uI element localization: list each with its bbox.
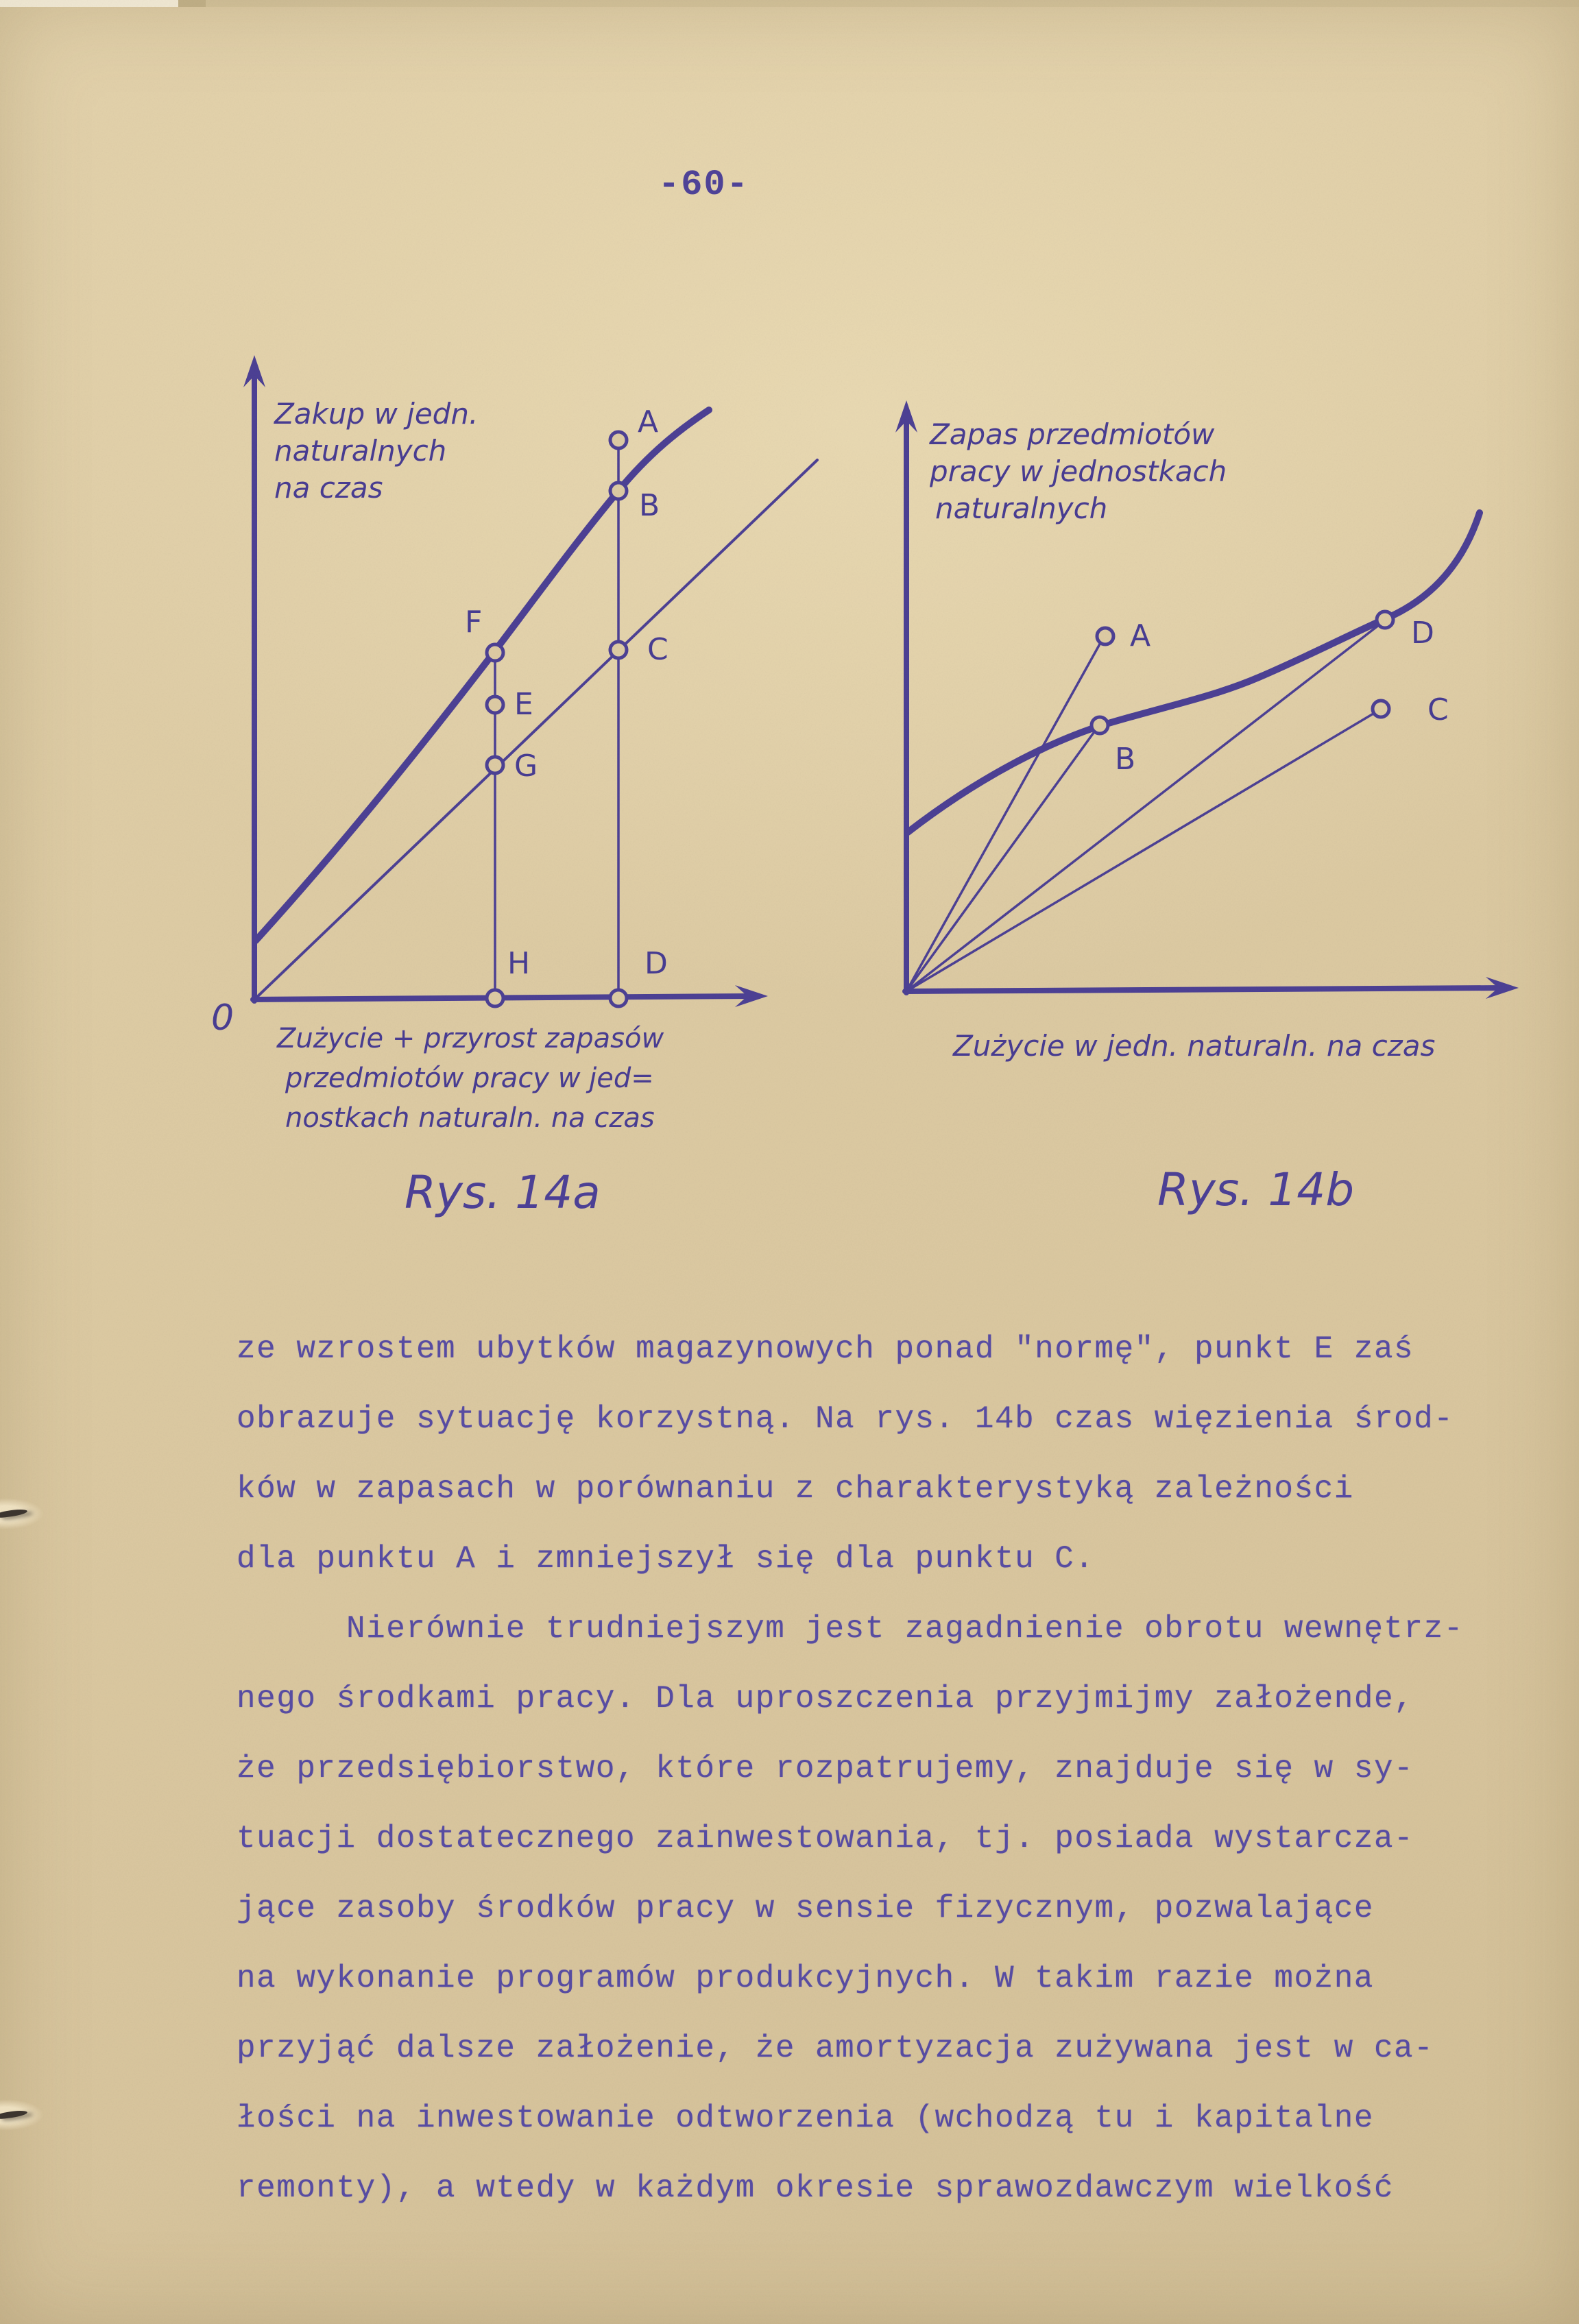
fig-a-label-C: C — [647, 632, 668, 667]
fig-a-label-D: D — [644, 946, 668, 981]
fig-b-label-A: A — [1130, 618, 1151, 653]
fig-a-label-A: A — [638, 404, 659, 439]
fig-a-x-label-line1: Zużycie + przyrost zapasów — [277, 1023, 664, 1054]
fig-a-point-E — [487, 697, 503, 713]
fig-a-label-E: E — [514, 687, 533, 722]
fig-a-label-G: G — [514, 749, 538, 784]
fig-b-caption: Rys. 14b — [1157, 1163, 1355, 1216]
body-line: łości na inwestowanie odtworzenia (wchodzą tu i kapitalne — [237, 2101, 1374, 2136]
fig-b-y-label-line2: pracy w jednostkach — [930, 455, 1227, 488]
fig-a-label-B: B — [639, 488, 660, 523]
fig-a-thin-ray — [254, 460, 817, 1000]
fig-b-point-B — [1092, 717, 1108, 734]
fig-a-x-label-line3: nostkach naturaln. na czas — [285, 1102, 655, 1134]
fig-b-ray-A — [906, 642, 1101, 991]
fig-a-x-label-line2: przedmiotów pracy w jed= — [285, 1063, 654, 1094]
fig-b-point-A — [1097, 628, 1113, 644]
fig-a-y-label-line3: na czas — [274, 471, 383, 505]
body-line: tuacji dostatecznego zainwestowania, tj. posiada wystarcza- — [237, 1821, 1414, 1856]
body-line: na wykonanie programów produkcyjnych. W takim razie można — [237, 1961, 1374, 1996]
fig-a-label-F: F — [465, 605, 483, 640]
body-line: jące zasoby środków pracy w sensie fizycznym, pozwalające — [237, 1891, 1374, 1926]
left-edge-fold-mark — [0, 2099, 44, 2131]
fig-b-y-label-line1: Zapas przedmiotów — [930, 417, 1215, 451]
fig-a-point-H — [487, 990, 503, 1006]
fig-b-thick-curve — [908, 513, 1480, 832]
fig-a-point-B — [610, 483, 627, 499]
fig-b-point-C — [1373, 701, 1389, 717]
fig-a-caption: Rys. 14a — [405, 1166, 601, 1219]
body-line: Nierównie trudniejszym jest zagadnienie obrotu wewnętrz- — [346, 1611, 1464, 1647]
body-line: że przedsiębiorstwo, które rozpatrujemy, znajduje się w sy- — [237, 1751, 1414, 1787]
body-line: dla punktu A i zmniejszył się dla punktu C. — [237, 1541, 1095, 1577]
fig-b-label-B: B — [1115, 742, 1136, 777]
body-line: obrazuje sytuację korzystną. Na rys. 14b czas więzienia środ- — [237, 1401, 1454, 1437]
page-number: -60- — [658, 165, 749, 205]
body-line: nego środkami pracy. Dla uproszczenia przyjmijmy założende, — [237, 1681, 1414, 1717]
body-line: przyjąć dalsze założenie, że amortyzacja zużywana jest w ca- — [237, 2031, 1434, 2066]
fig-a-point-G — [487, 757, 503, 773]
fig-a-y-label-line2: naturalnych — [274, 434, 447, 468]
fig-b-label-D: D — [1411, 616, 1434, 651]
fig-a-label-H: H — [507, 946, 531, 981]
fig-b-x-label: Zużycie w jedn. naturaln. na czas — [953, 1029, 1436, 1063]
body-line: remonty), a wtedy w każdym okresie sprawozdawczym wielkość — [237, 2170, 1395, 2206]
fig-a-origin-label: 0 — [211, 997, 234, 1039]
fig-a-point-A — [610, 432, 627, 448]
fig-b-ray-D — [906, 622, 1382, 991]
fig-b-point-D — [1377, 612, 1393, 628]
fig-a-y-label-line1: Zakup w jedn. — [274, 397, 479, 431]
left-edge-fold-mark — [0, 1498, 44, 1529]
fig-a-point-F — [487, 644, 503, 661]
fig-a-point-C — [610, 642, 627, 658]
fig-b-ray-C — [906, 712, 1377, 991]
fig-b-y-label-line3: naturalnych — [935, 492, 1108, 525]
fig-a-point-D — [610, 990, 627, 1006]
fig-b-x-axis — [905, 988, 1503, 991]
fig-b-label-C: C — [1427, 692, 1449, 727]
body-line: ze wzrostem ubytków magazynowych ponad "normę", punkt E zaś — [237, 1331, 1414, 1367]
figure-14b — [895, 400, 1519, 1216]
body-line: ków w zapasach w porównaniu z charakterystyką zależności — [237, 1471, 1354, 1507]
figure-14a — [211, 355, 817, 1219]
